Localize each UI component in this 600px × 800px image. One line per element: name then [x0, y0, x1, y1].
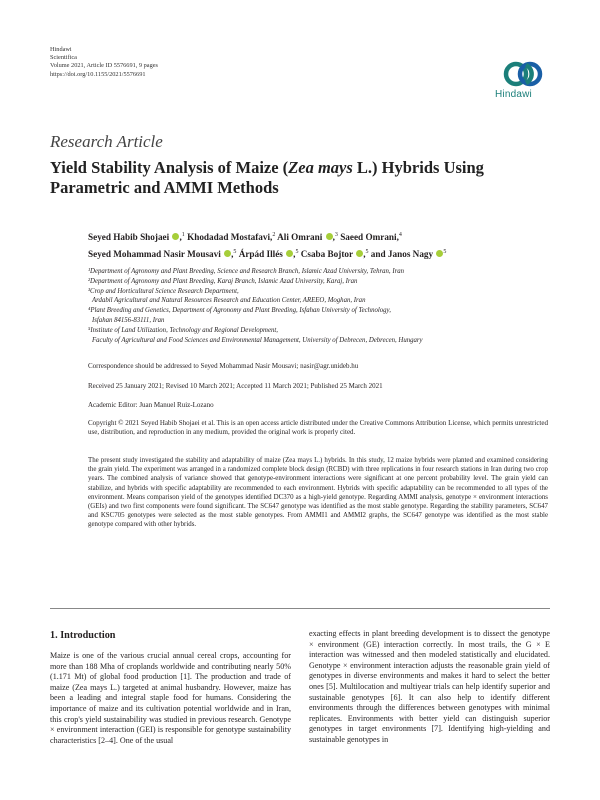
- title-post: L.) Hybrids Using Parametric and AMMI Methods: [50, 158, 484, 197]
- copyright: Copyright © 2021 Seyed Habib Shojaei et al. This is an open access article distributed under the Creative Commons Attribution License, which permits unrestricted use, distribution, and reproduction in any medium, provided the original work is properly cited.: [88, 419, 548, 436]
- article-type: Research Article: [50, 132, 163, 151]
- paper-title: [50, 158, 550, 198]
- author: Saeed Omrani: [340, 232, 397, 243]
- orcid-icon[interactable]: [224, 250, 231, 257]
- author: Ali Omrani: [277, 232, 323, 243]
- correspondence: Correspondence should be addressed to Seyed Mohammad Nasir Mousavi; nasir@agr.unideb.hu: [88, 362, 359, 370]
- body-column-left: Maize is one of the various crucial annual cereal crops, accounting for more than 188 Mha of croplands worldwide and contributing nearly 50% (1.171 Mt) of global food production [1]. The production and trade of maize (Zea mays L.) targeted at animal husbandry. However, maize has been a leading and integral staple food for humans. Considering the importance of maize and its cultivation potential worldwide and in Iran, this crop's yield sustainability was studied in previous research. Genotype × environment interaction (GEI) is responsible for genotype sustainability characteristics [2–4]. One of the usual: [50, 651, 291, 745]
- doi-link[interactable]: https://doi.org/10.1155/2021/5576691: [50, 70, 146, 78]
- abstract: The present study investigated the stability and adaptability of maize (Zea mays L.) hybrids. In this study, 12 maize hybrids were planted and examined considering the grain yield. The experiment was arranged in a randomized complete block design (RCBD) with three replications in four research stations in Iran during two crop years. The combined analysis of variance showed that genotype-environment interactions were significant at one percent probability level. The grain yield can stabilize, and hybrids with specific adaptability are recommended to each environment. Hybrids with specific adaptability can be recommended to all types of the environment. Means comparison yield of the genotypes identified DC370 as a high-yield genotype. Regarding AMMI analysis, genotype × environment interactions (GEIs) and two first components were found significant. The SC647 genotype was identified as the most stable genotype. Regarding the stability parameters, SC647 and KSC705 genotypes were selected as the most stable genotypes. From AMMI1 and AMMI2 graphs, the SC647 genotype was identified as the most stable genotype compared with other hybrids.: [88, 457, 548, 529]
- affiliation: ⁴Plant Breeding and Genetics, Department of Agronomy and Plant Breeding, Isfahan University of Technology,: [88, 307, 391, 315]
- journal-name: Hindawi: [50, 46, 72, 53]
- affiliation: Faculty of Agricultural and Food Sciences and Environmental Management, University of Debrecen, Debrecen, Hungary: [92, 336, 423, 344]
- dates: Received 25 January 2021; Revised 10 March 2021; Accepted 11 March 2021; Published 25 March 2021: [88, 382, 383, 390]
- journal-section: Scientifica: [50, 54, 77, 62]
- author-line-2: Seyed Mohammad Nasir Mousavi ,$^5$ Árpád Illés ,$^5$ Csaba Bojtor ,$^5$ and Janos Nagy $^5$: [88, 249, 447, 260]
- author: Árpád Illés: [238, 249, 283, 260]
- author: Seyed Habib Shojaei: [88, 232, 170, 243]
- section-heading: 1. Introduction: [50, 630, 116, 641]
- author-line-1: Seyed Habib Shojaei ,$^1$ Khodadad Mostafavi,$^2$ Ali Omrani ,$^3$ Saeed Omrani,$^4$: [88, 232, 402, 243]
- affiliation: ²Department of Agronomy and Plant Breeding, Karaj Branch, Islamic Azad University, Karaj, Iran: [88, 277, 358, 285]
- author: Janos Nagy: [387, 249, 434, 260]
- orcid-icon[interactable]: [286, 250, 293, 257]
- volume-line: Volume 2021, Article ID 5576691, 9 pages: [50, 62, 158, 70]
- author: Khodadad Mostafavi: [187, 232, 271, 243]
- hindawi-logo-text: Hindawi: [495, 89, 532, 100]
- affiliations: [88, 267, 548, 345]
- author-list: [88, 228, 558, 262]
- title-pre: Yield Stability Analysis of Maize (: [50, 158, 289, 177]
- title-italic: Zea mays: [288, 158, 353, 177]
- body-column-right: exacting effects in plant breeding development is to dissect the genotype × environment (GE) interaction correctly. In most trails, the G × E interaction was witnessed and then modeled statistically and elucidated. Genotype × environment interaction adjusts the reasonable grain yield of genotypes in diverse environments and makes it hard to select the better ones [5]. Multilocation and multiyear trials can help identify superior and sustainable genotypes [6]. It can also help to identify different environments through the differences between genotypes with minimal replicates. Environments with better yield can distinguish superior genotypes in target environments [7]. Identifying high-yielding and sustainable genotypes in: [309, 629, 550, 744]
- affiliation: ¹Department of Agronomy and Plant Breeding, Science and Research Branch, Islamic Azad University, Tehran, Iran: [88, 268, 405, 275]
- affiliation: ³Crop and Horticultural Science Research Department,: [88, 287, 239, 295]
- journal-header: [50, 46, 158, 79]
- author: Seyed Mohammad Nasir Mousavi: [88, 249, 221, 260]
- affiliation: Ardabil Agricultural and Natural Resources Research and Education Center, AREEO, Moghan, Iran: [92, 297, 366, 305]
- academic-editor: Academic Editor: Juan Manuel Ruiz-Lozano: [88, 401, 214, 409]
- affiliation: ⁵Institute of Land Utilization, Technology and Regional Development,: [88, 326, 278, 334]
- orcid-icon[interactable]: [172, 233, 179, 240]
- orcid-icon[interactable]: [356, 250, 363, 257]
- section-divider: [50, 608, 550, 609]
- orcid-icon[interactable]: [326, 233, 333, 240]
- author: Csaba Bojtor: [300, 249, 353, 260]
- affiliation: Isfahan 84156-83111, Iran: [92, 316, 165, 324]
